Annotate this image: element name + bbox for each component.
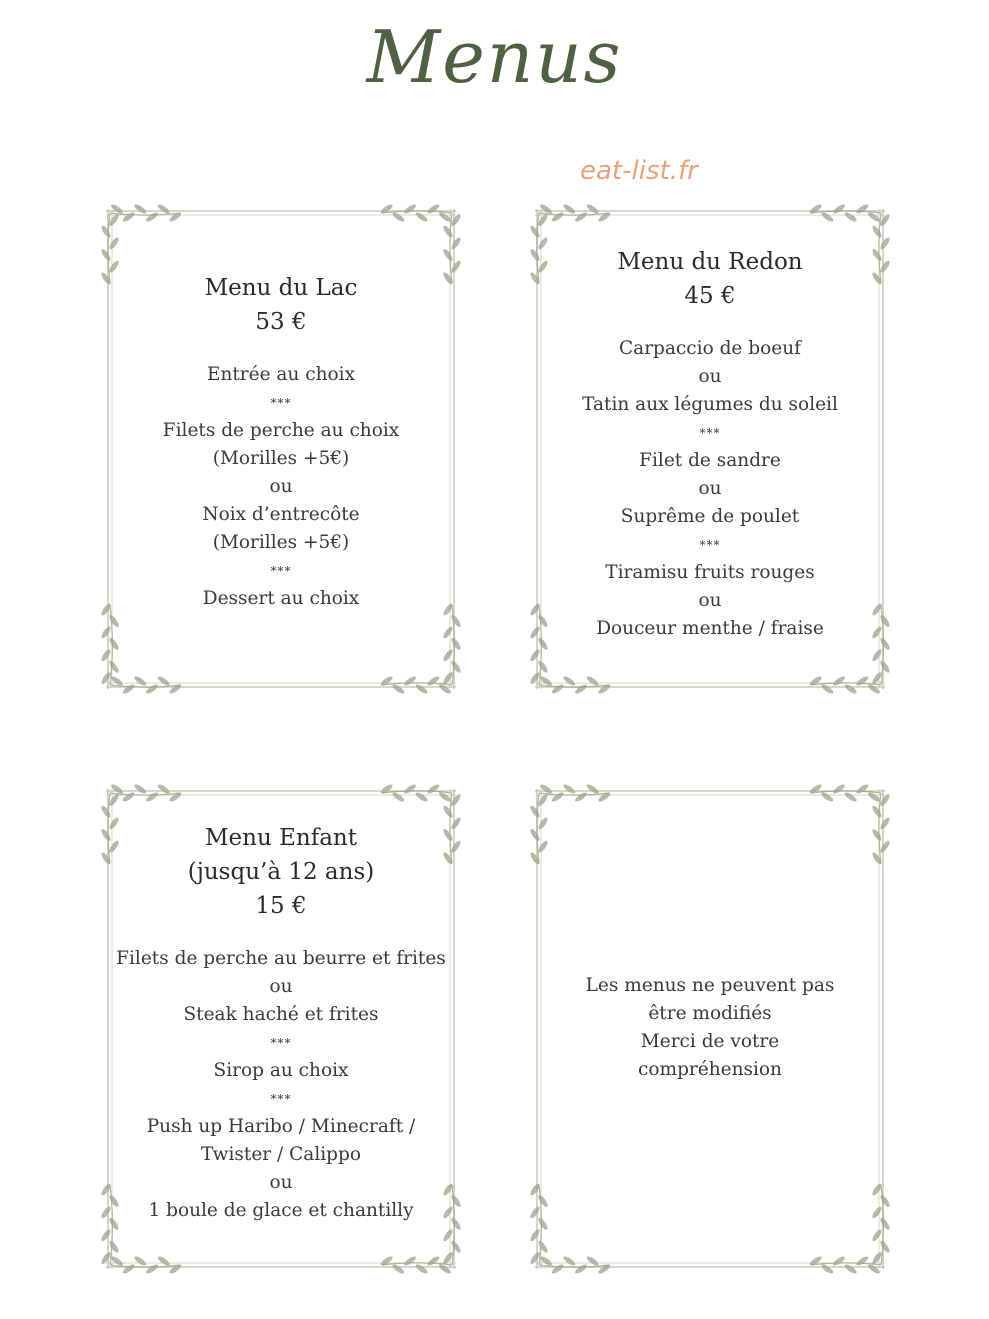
menu-title: Menu du Redon	[617, 249, 803, 275]
menu-item: ou	[698, 366, 722, 387]
notice-line: Les menus ne peuvent pas	[585, 975, 835, 996]
menu-item: Carpaccio de boeuf	[619, 338, 801, 359]
watermark: eat-list.fr	[580, 156, 698, 186]
notice-line: Merci de votre	[640, 1031, 780, 1052]
menu-item: ou	[698, 590, 722, 611]
menu-items	[106, 945, 456, 1225]
menu-item: (Morilles +5€)	[212, 532, 350, 553]
menu-card-enfant	[96, 779, 466, 1279]
menu-item: ou	[269, 476, 293, 497]
menu-item: Filets de perche au choix	[162, 420, 400, 441]
menu-title: Menu du Lac	[204, 275, 358, 301]
notice-card	[525, 779, 895, 1279]
menu-card-body	[106, 821, 456, 1225]
menu-items	[106, 361, 456, 613]
menu-item: Noix d’entrecôte	[202, 504, 360, 525]
separator: ***	[270, 564, 292, 578]
menu-item: Filets de perche au beurre et frites	[116, 948, 446, 969]
separator: ***	[699, 538, 721, 552]
menu-card-lac	[96, 199, 466, 699]
menu-item: ou	[698, 478, 722, 499]
notice-body	[535, 972, 885, 1084]
menu-item: Steak haché et frites	[183, 1004, 379, 1025]
menu-price: 15 €	[255, 893, 307, 919]
menu-title: Menu Enfant	[205, 825, 357, 851]
menu-price: 53 €	[255, 309, 307, 335]
menu-item: Entrée au choix	[206, 364, 356, 385]
menu-item: Tatin aux légumes du soleil	[582, 394, 838, 415]
menu-item: Suprême de poulet	[620, 506, 800, 527]
menu-price: 45 €	[684, 283, 736, 309]
notice-line: compréhension	[638, 1059, 782, 1080]
menu-item: 1 boule de glace et chantilly	[148, 1200, 414, 1221]
menu-item: ou	[269, 976, 293, 997]
separator: ***	[270, 1092, 292, 1106]
menu-item: ou	[269, 1172, 293, 1193]
separator: ***	[270, 396, 292, 410]
separator: ***	[699, 426, 721, 440]
menu-item: (Morilles +5€)	[212, 448, 350, 469]
menu-item: Filet de sandre	[639, 450, 781, 471]
menu-item: Dessert au choix	[202, 588, 360, 609]
menu-card-body	[535, 245, 885, 643]
menu-item: Douceur menthe / fraise	[596, 618, 824, 639]
menu-item: Tiramisu fruits rouges	[605, 562, 815, 583]
page-title: Menus	[366, 15, 623, 99]
menu-item: Push up Haribo / Minecraft /	[146, 1116, 416, 1137]
notice-line: être modifiés	[648, 1003, 772, 1024]
menu-item: Sirop au choix	[213, 1060, 349, 1081]
menu-card-redon	[525, 199, 895, 699]
separator: ***	[270, 1036, 292, 1050]
menu-items	[535, 335, 885, 643]
menu-subtitle: (jusqu’à 12 ans)	[187, 859, 375, 885]
menu-card-body	[106, 271, 456, 613]
menu-item: Twister / Calippo	[201, 1144, 361, 1165]
